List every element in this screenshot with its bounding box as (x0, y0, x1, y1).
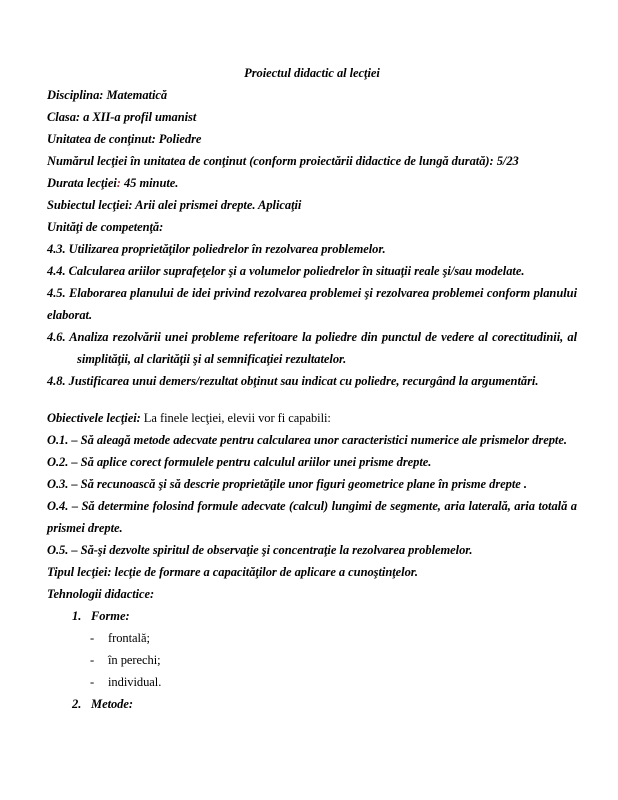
sub-item-label: frontală; (108, 631, 150, 645)
line-numarul: Numărul lecţiei în unitatea de conţinut (conform proiectării didactice de lungă durată): 5/23 (47, 154, 519, 168)
obiective-heading-bold: Obiectivele lecţiei: (47, 411, 141, 425)
obiective-heading-rest: La finele lecţiei, elevii vor fi capabili: (140, 411, 331, 425)
sub-item-in-perechi (47, 649, 577, 671)
line-durata (47, 172, 577, 194)
obiectiv-item-o5: O.5. – Să-şi dezvolte spiritul de observaţie şi concentraţie la rezolvarea problemelor. (47, 543, 473, 557)
obiective-heading (47, 407, 577, 429)
sub-item-individual (47, 671, 577, 693)
sub-item-frontala (47, 627, 577, 649)
dash-bullet: - (90, 653, 95, 667)
doc-title: Proiectul didactic al lecţiei (244, 66, 380, 80)
line-tipul: Tipul lecţiei: lecţie de formare a capacităţilor de aplicare a cunoştinţelor. (47, 565, 418, 579)
competenta-item-4-6: 4.6. Analiza rezolvării unei probleme referitoare la poliedre din punctul de vedere al corectitudinii, al simplităţii, al clarităţii şi al semnificaţiei rezultatelor. (47, 330, 577, 366)
line-disciplina: Disciplina: Matematică (47, 88, 168, 102)
item-label: Forme: (91, 609, 130, 623)
numbered-item-metode (47, 693, 577, 715)
obiectiv-item-o1: O.1. – Să aleagă metode adecvate pentru calcularea unor caracteristici numerice ale prismelor drepte. (47, 433, 567, 447)
competente-heading: Unităţi de competenţă: (47, 220, 164, 234)
durata-value: 45 minute. (120, 176, 179, 190)
obiectiv-item-o4: O.4. – Să determine folosind formule adecvate (calcul) lungimi de segmente, aria laterală, aria totală a prismei drepte. (47, 499, 577, 535)
obiectiv-item-o2: O.2. – Să aplice corect formulele pentru calculul ariilor unei prisme drepte. (47, 455, 432, 469)
durata-colon: : (116, 176, 121, 190)
line-subiectul: Subiectul lecţiei: Arii alei prismei drepte. Aplicaţii (47, 198, 302, 212)
sub-item-label: individual. (108, 675, 162, 689)
competenta-item-4-8: 4.8. Justificarea unui demers/rezultat obţinut sau indicat cu poliedre, recurgând la argumentări. (47, 374, 539, 388)
sub-item-label: în perechi; (108, 653, 161, 667)
competenta-item-4-3: 4.3. Utilizarea proprietăţilor poliedrelor în rezolvarea problemelor. (47, 242, 386, 256)
dash-bullet: - (90, 675, 95, 689)
tehnologii-heading: Tehnologii didactice: (47, 587, 155, 601)
obiectiv-item-o3: O.3. – Să recunoască şi să descrie proprietăţile unor figuri geometrice plane în prisme drepte . (47, 477, 527, 491)
line-clasa: Clasa: a XII-a profil umanist (47, 110, 197, 124)
blank-line (47, 392, 577, 407)
item-label: Metode: (91, 697, 133, 711)
durata-label: Durata lecţiei (47, 176, 117, 190)
line-unitatea: Unitatea de conţinut: Poliedre (47, 132, 202, 146)
item-number: 1. (72, 609, 82, 623)
dash-bullet: - (90, 631, 95, 645)
numbered-item-forme (47, 605, 577, 627)
competenta-item-4-5: 4.5. Elaborarea planului de idei privind rezolvarea problemei şi rezolvarea problemei conform planului elaborat. (47, 286, 577, 322)
competenta-item-4-4: 4.4. Calcularea ariilor suprafeţelor şi a volumelor poliedrelor în situaţii reale şi/sau modelate. (47, 264, 525, 278)
item-number: 2. (72, 697, 82, 711)
